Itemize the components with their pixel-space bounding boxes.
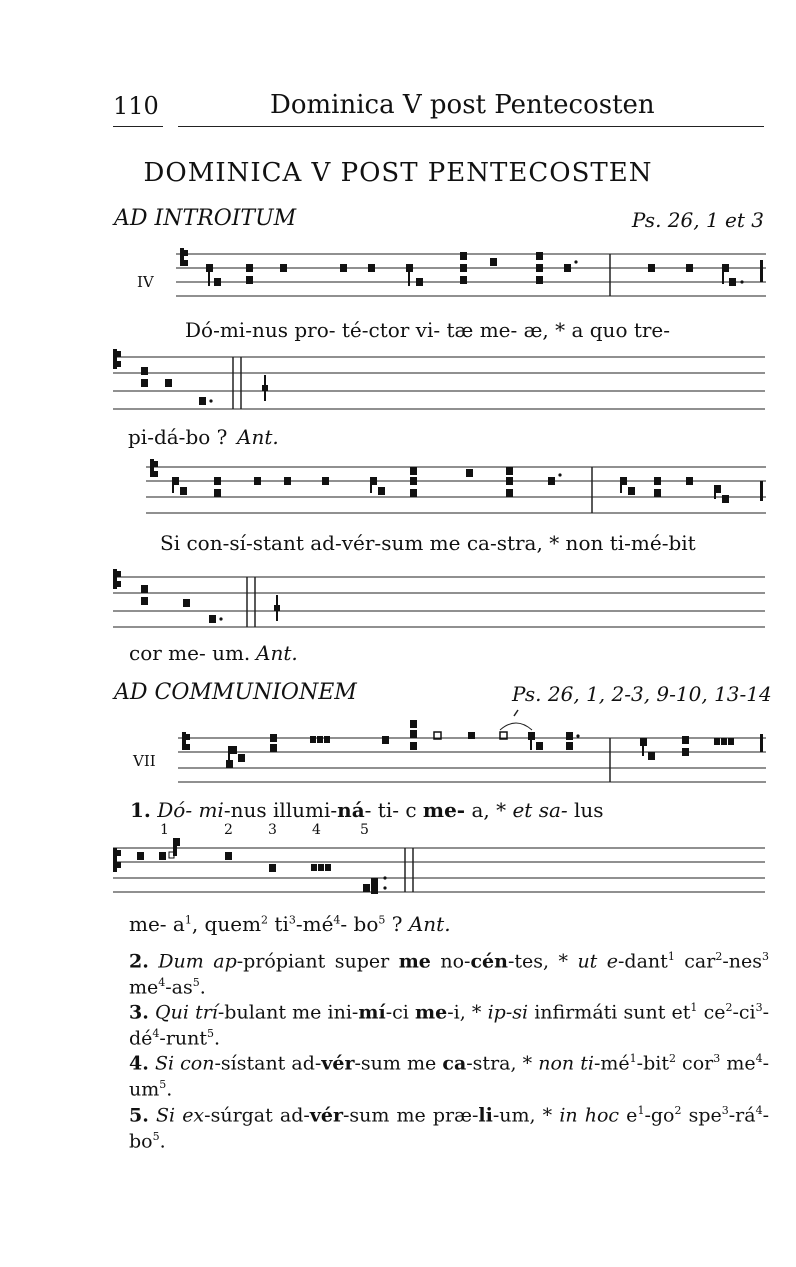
introit-label: AD INTROITUM xyxy=(114,206,297,231)
communion-psalm-ref: Ps. 26, 1, 2-3, 9-10, 13-14 xyxy=(512,682,772,706)
introit-mode: IV xyxy=(137,273,154,291)
verse-number: 1. xyxy=(130,798,151,822)
termination-number-4: 4 xyxy=(312,822,321,838)
communion-verse1-lyrics: 1. Dó- mi-nus illumi-ná- ti- c me- a, * et sa- lus xyxy=(130,798,604,822)
introit-psalm-ref: Ps. 26, 1 et 3 xyxy=(631,208,764,232)
communion-verse-3: 3. Qui trí-bulant me ini-mí-ci me-i, * ip-si infirmáti sunt $et^1$ $ce^2-ci^3-dé^4-runt^5$. xyxy=(129,1001,770,1050)
chant-staff-introit-3 xyxy=(146,455,766,525)
clef-icon xyxy=(180,248,184,266)
clef-icon xyxy=(150,459,154,477)
header-rule-right xyxy=(178,126,764,127)
termination-number-2: 2 xyxy=(224,822,233,838)
termination-number-3: 3 xyxy=(268,822,277,838)
termination-number-5: 5 xyxy=(360,822,369,838)
chant-staff-introit-2 xyxy=(113,345,765,415)
communion-verse-2: 2. Dum ap-própiant super me no-cén-tes, * ut e-dant$^1$ car$^2$-nes$^3$ $me^4-as^5$. xyxy=(129,950,769,999)
chant-staff-communion-2 xyxy=(113,838,765,902)
introit-lyrics-1: Dó-mi-nus pro- té-ctor vi- tæ me- æ, * a quo tre- xyxy=(185,318,671,342)
chant-staff-communion-1 xyxy=(178,702,766,792)
clef-icon xyxy=(182,732,186,750)
page-number: 110 xyxy=(113,92,159,120)
introit-lyrics-3: Si con-sí-stant ad-vér-sum me ca-stra, * non ti-mé-bit xyxy=(160,531,696,555)
introit-lyrics-2: pi-dá-bo ? xyxy=(128,425,228,449)
header-rule-left xyxy=(113,126,163,127)
page-title: DOMINICA V POST PENTECOSTEN xyxy=(143,158,653,188)
termination-number-1: 1 xyxy=(160,822,169,838)
chant-staff-introit-4 xyxy=(113,565,765,635)
communion-verse-4: 4. Si con-sístant ad-vér-sum me ca-stra, * non $ti-mé^1-bit^2$ cor$^3$ $me^4-um^5$. xyxy=(129,1052,770,1101)
introit-ant-2: Ant. xyxy=(256,641,298,665)
clef-icon xyxy=(113,569,117,589)
chant-staff-introit-1 xyxy=(176,248,766,308)
clef-icon xyxy=(113,848,117,872)
communion-mode: VII xyxy=(133,752,156,770)
communion-verse1-end: me- $a^1$, quem$^2$ $ti^3-mé^4-$ $bo^5$ ? Ant. xyxy=(129,912,451,936)
communion-verse-5: 5. Si ex-súrgat ad-vér-sum me præ-li-um, * in hoc $e^1-go^2$ $spe^3-rá^4-bo^5$. xyxy=(129,1104,770,1153)
communion-label: AD COMMUNIONEM xyxy=(114,680,357,705)
running-title: Dominica V post Pentecosten xyxy=(270,90,655,120)
introit-lyrics-4: cor me- um. xyxy=(129,641,251,665)
clef-icon xyxy=(113,349,117,369)
introit-ant-1: Ant. xyxy=(237,425,279,449)
